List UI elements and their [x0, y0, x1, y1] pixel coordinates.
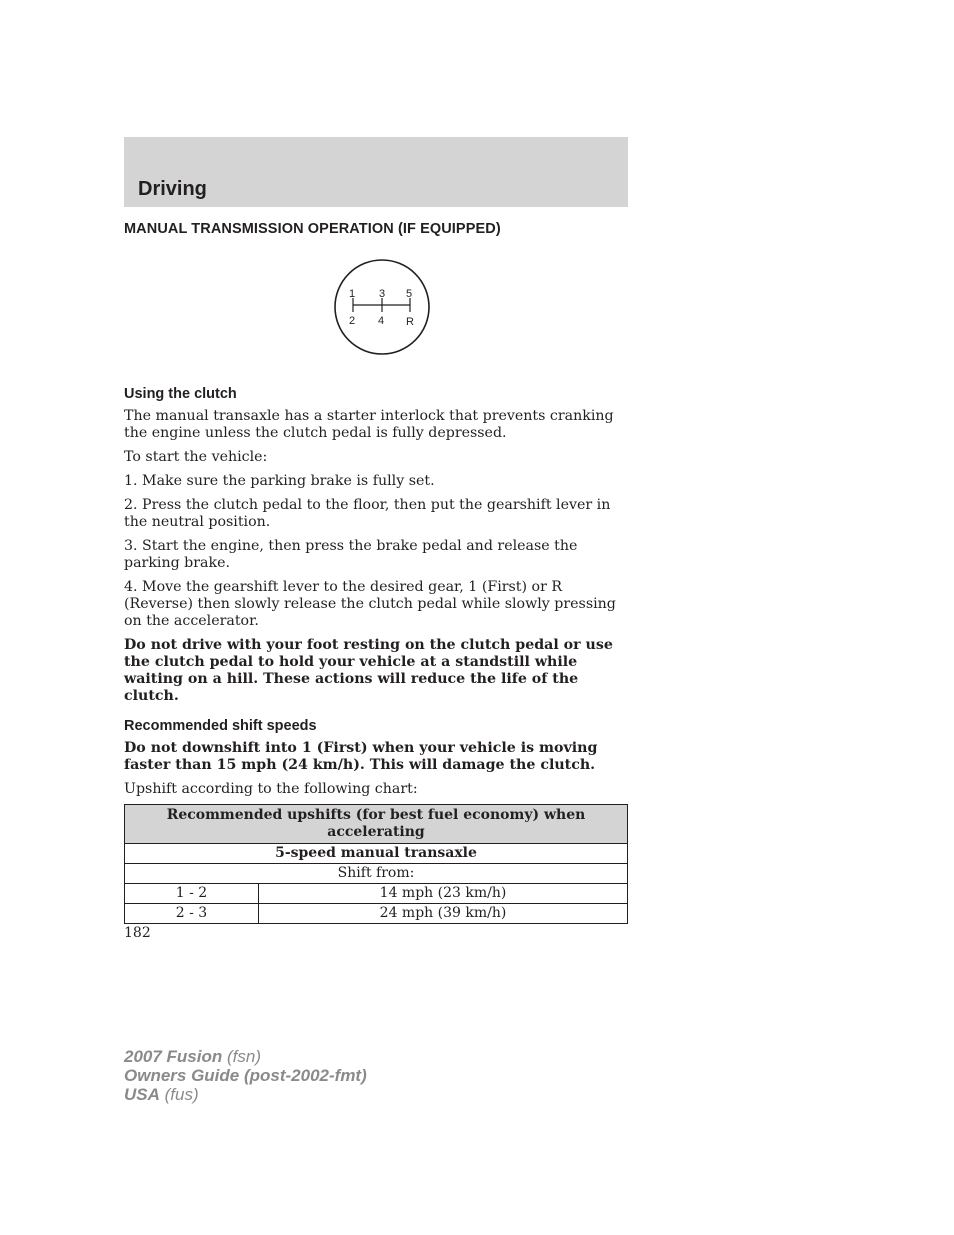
clutch-intro: The manual transaxle has a starter interlock that prevents cranking the engine unless the clutch pedal is fully depressed. [124, 408, 614, 441]
step-2: 2. Press the clutch pedal to the floor, then put the gearshift lever in the neutral position. [124, 497, 611, 530]
step-4: 4. Move the gearshift lever to the desired gear, 1 (First) or R (Reverse) then slowly release the clutch pedal while slowly pressing on the accelerator. [124, 579, 616, 629]
page-title: Driving [138, 178, 207, 200]
gear-label-1: 1 [348, 288, 356, 300]
footer-line-2 [124, 1066, 367, 1085]
table-subtitle: 5-speed manual transaxle [125, 844, 628, 864]
footer-market-code: (fus) [159, 1085, 199, 1104]
footer-model: 2007 Fusion [124, 1047, 223, 1066]
main-content [124, 385, 630, 924]
page-number: 182 [124, 925, 151, 941]
section-header-band [124, 137, 628, 207]
step-3: 3. Start the engine, then press the brake pedal and release the parking brake. [124, 538, 578, 571]
table-cell-speed: 14 mph (23 km/h) [259, 884, 628, 904]
gear-label-2: 2 [348, 315, 356, 327]
document-footer [124, 1047, 367, 1104]
shift-speeds-heading: Recommended shift speeds [124, 718, 317, 734]
gear-label-4: 4 [377, 315, 385, 327]
table-cell-speed: 24 mph (39 km/h) [259, 904, 628, 924]
clutch-warning: Do not drive with your foot resting on the clutch pedal or use the clutch pedal to hold your vehicle at a standstill while waiting on a hill. These actions will reduce the life of the clutch. [124, 637, 613, 704]
gear-label-5: 5 [405, 288, 413, 300]
table-shift-from: Shift from: [125, 864, 628, 884]
gear-label-r: R [406, 316, 414, 328]
table-row [125, 884, 628, 904]
footer-line-3 [124, 1085, 367, 1104]
upshift-intro: Upshift according to the following chart: [124, 781, 418, 797]
table-cell-gears: 1 - 2 [125, 884, 259, 904]
footer-model-code: (fsn) [222, 1047, 261, 1066]
gear-shift-pattern-diagram [333, 258, 431, 356]
gear-label-3: 3 [378, 288, 386, 300]
table-cell-gears: 2 - 3 [125, 904, 259, 924]
clutch-heading: Using the clutch [124, 386, 237, 402]
start-label: To start the vehicle: [124, 449, 268, 465]
downshift-warning: Do not downshift into 1 (First) when your vehicle is moving faster than 15 mph (24 km/h). This will damage the clutch. [124, 740, 598, 773]
step-1: 1. Make sure the parking brake is fully set. [124, 473, 435, 489]
table-title: Recommended upshifts (for best fuel economy) when accelerating [125, 805, 628, 844]
table-row [125, 904, 628, 924]
footer-market: USA [124, 1085, 160, 1104]
section-heading: MANUAL TRANSMISSION OPERATION (IF EQUIPPED) [124, 221, 501, 237]
footer-line-1 [124, 1047, 367, 1066]
upshift-table [124, 804, 628, 924]
footer-guide: Owners Guide (post-2002-fmt) [124, 1066, 367, 1085]
